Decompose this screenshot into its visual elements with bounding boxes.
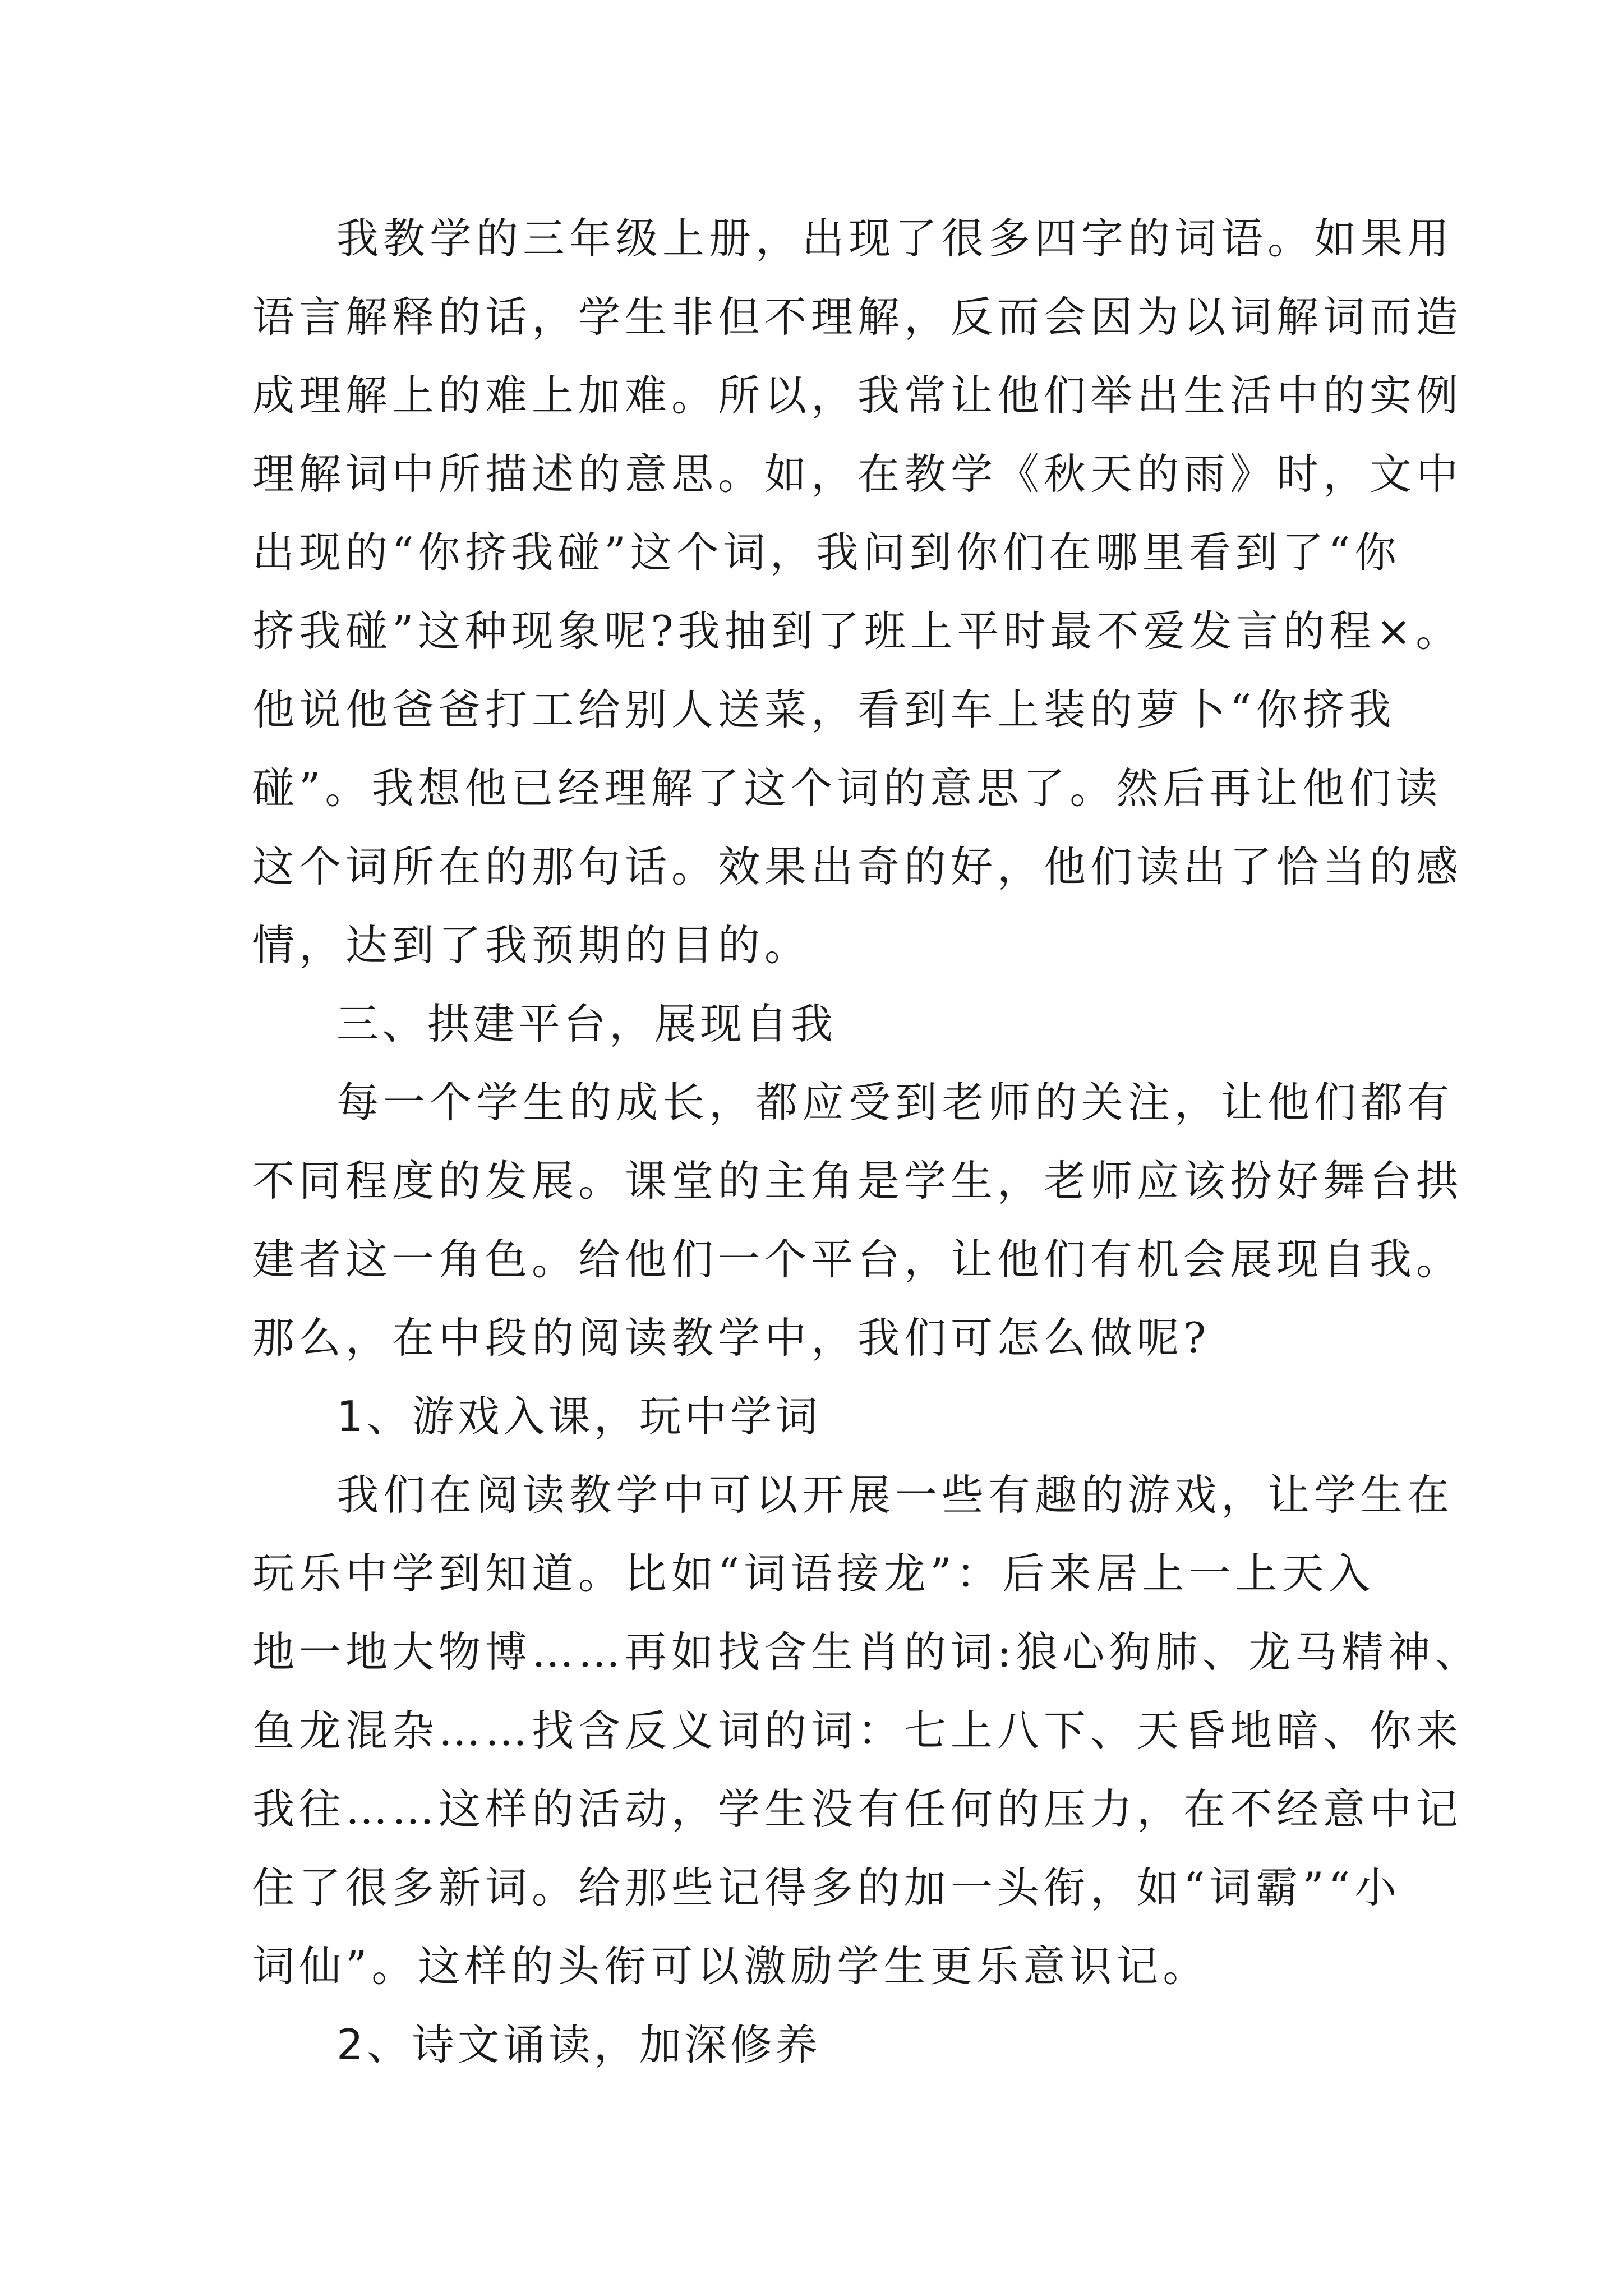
paragraph-line: 成理解上的难上加难。所以，我常让他们举出生活中的实例 [252,371,1463,420]
paragraph-line: 我教学的三年级上册，出现了很多四字的词语。如果用 [336,214,1454,263]
paragraph-line: 鱼龙混杂……找含反义词的词：七上八下、天昏地暗、你来 [252,1706,1463,1755]
paragraph-line: 出现的“你挤我碰”这个词，我问到你们在哪里看到了“你 [252,528,1401,577]
section-heading: 1、游戏入课，玩中学词 [336,1392,821,1441]
paragraph-line: 住了很多新词。给那些记得多的加一头衔，如“词霸”“小 [252,1863,1401,1912]
paragraph-line: 词仙”。这样的头衔可以激励学生更乐意识记。 [252,1941,1210,1991]
paragraph-line: 我们在阅读教学中可以开展一些有趣的游戏，让学生在 [336,1470,1454,1520]
paragraph-line: 玩乐中学到知道。比如“词语接龙”：后来居上一上天入 [252,1549,1375,1598]
section-heading: 三、拱建平台，展现自我 [336,999,837,1048]
paragraph-line: 不同程度的发展。课堂的主角是学生，老师应该扮好舞台拱 [252,1156,1463,1205]
section-heading: 2、诗文诵读，加深修养 [336,2020,821,2069]
paragraph-line: 建者这一角色。给他们一个平台，让他们有机会展现自我。 [252,1235,1463,1284]
paragraph-line: 情，达到了我预期的目的。 [252,921,811,970]
paragraph-line: 挤我碰”这种现象呢?我抽到了班上平时最不爱发言的程×。 [252,606,1463,656]
paragraph-line: 语言解释的话，学生非但不理解，反而会因为以词解词而造 [252,292,1463,342]
paragraph-line: 地一地大物博……再如找含生肖的词:狼心狗肺、龙马精神、 [252,1627,1482,1677]
paragraph-line: 他说他爸爸打工给别人送菜，看到车上装的萝卜“你挤我 [252,685,1396,734]
paragraph-line: 碰”。我想他已经理解了这个词的意思了。然后再让他们读 [252,763,1442,813]
paragraph-line: 那么，在中段的阅读教学中，我们可怎么做呢? [252,1313,1211,1363]
paragraph-line: 这个词所在的那句话。效果出奇的好，他们读出了恰当的感 [252,842,1463,891]
paragraph-line: 我往……这样的活动，学生没有任何的压力，在不经意中记 [252,1784,1463,1834]
paragraph-line: 每一个学生的成长，都应受到老师的关注，让他们都有 [336,1078,1454,1127]
paragraph-line: 理解词中所描述的意思。如，在教学《秋天的雨》时，文中 [252,449,1463,499]
